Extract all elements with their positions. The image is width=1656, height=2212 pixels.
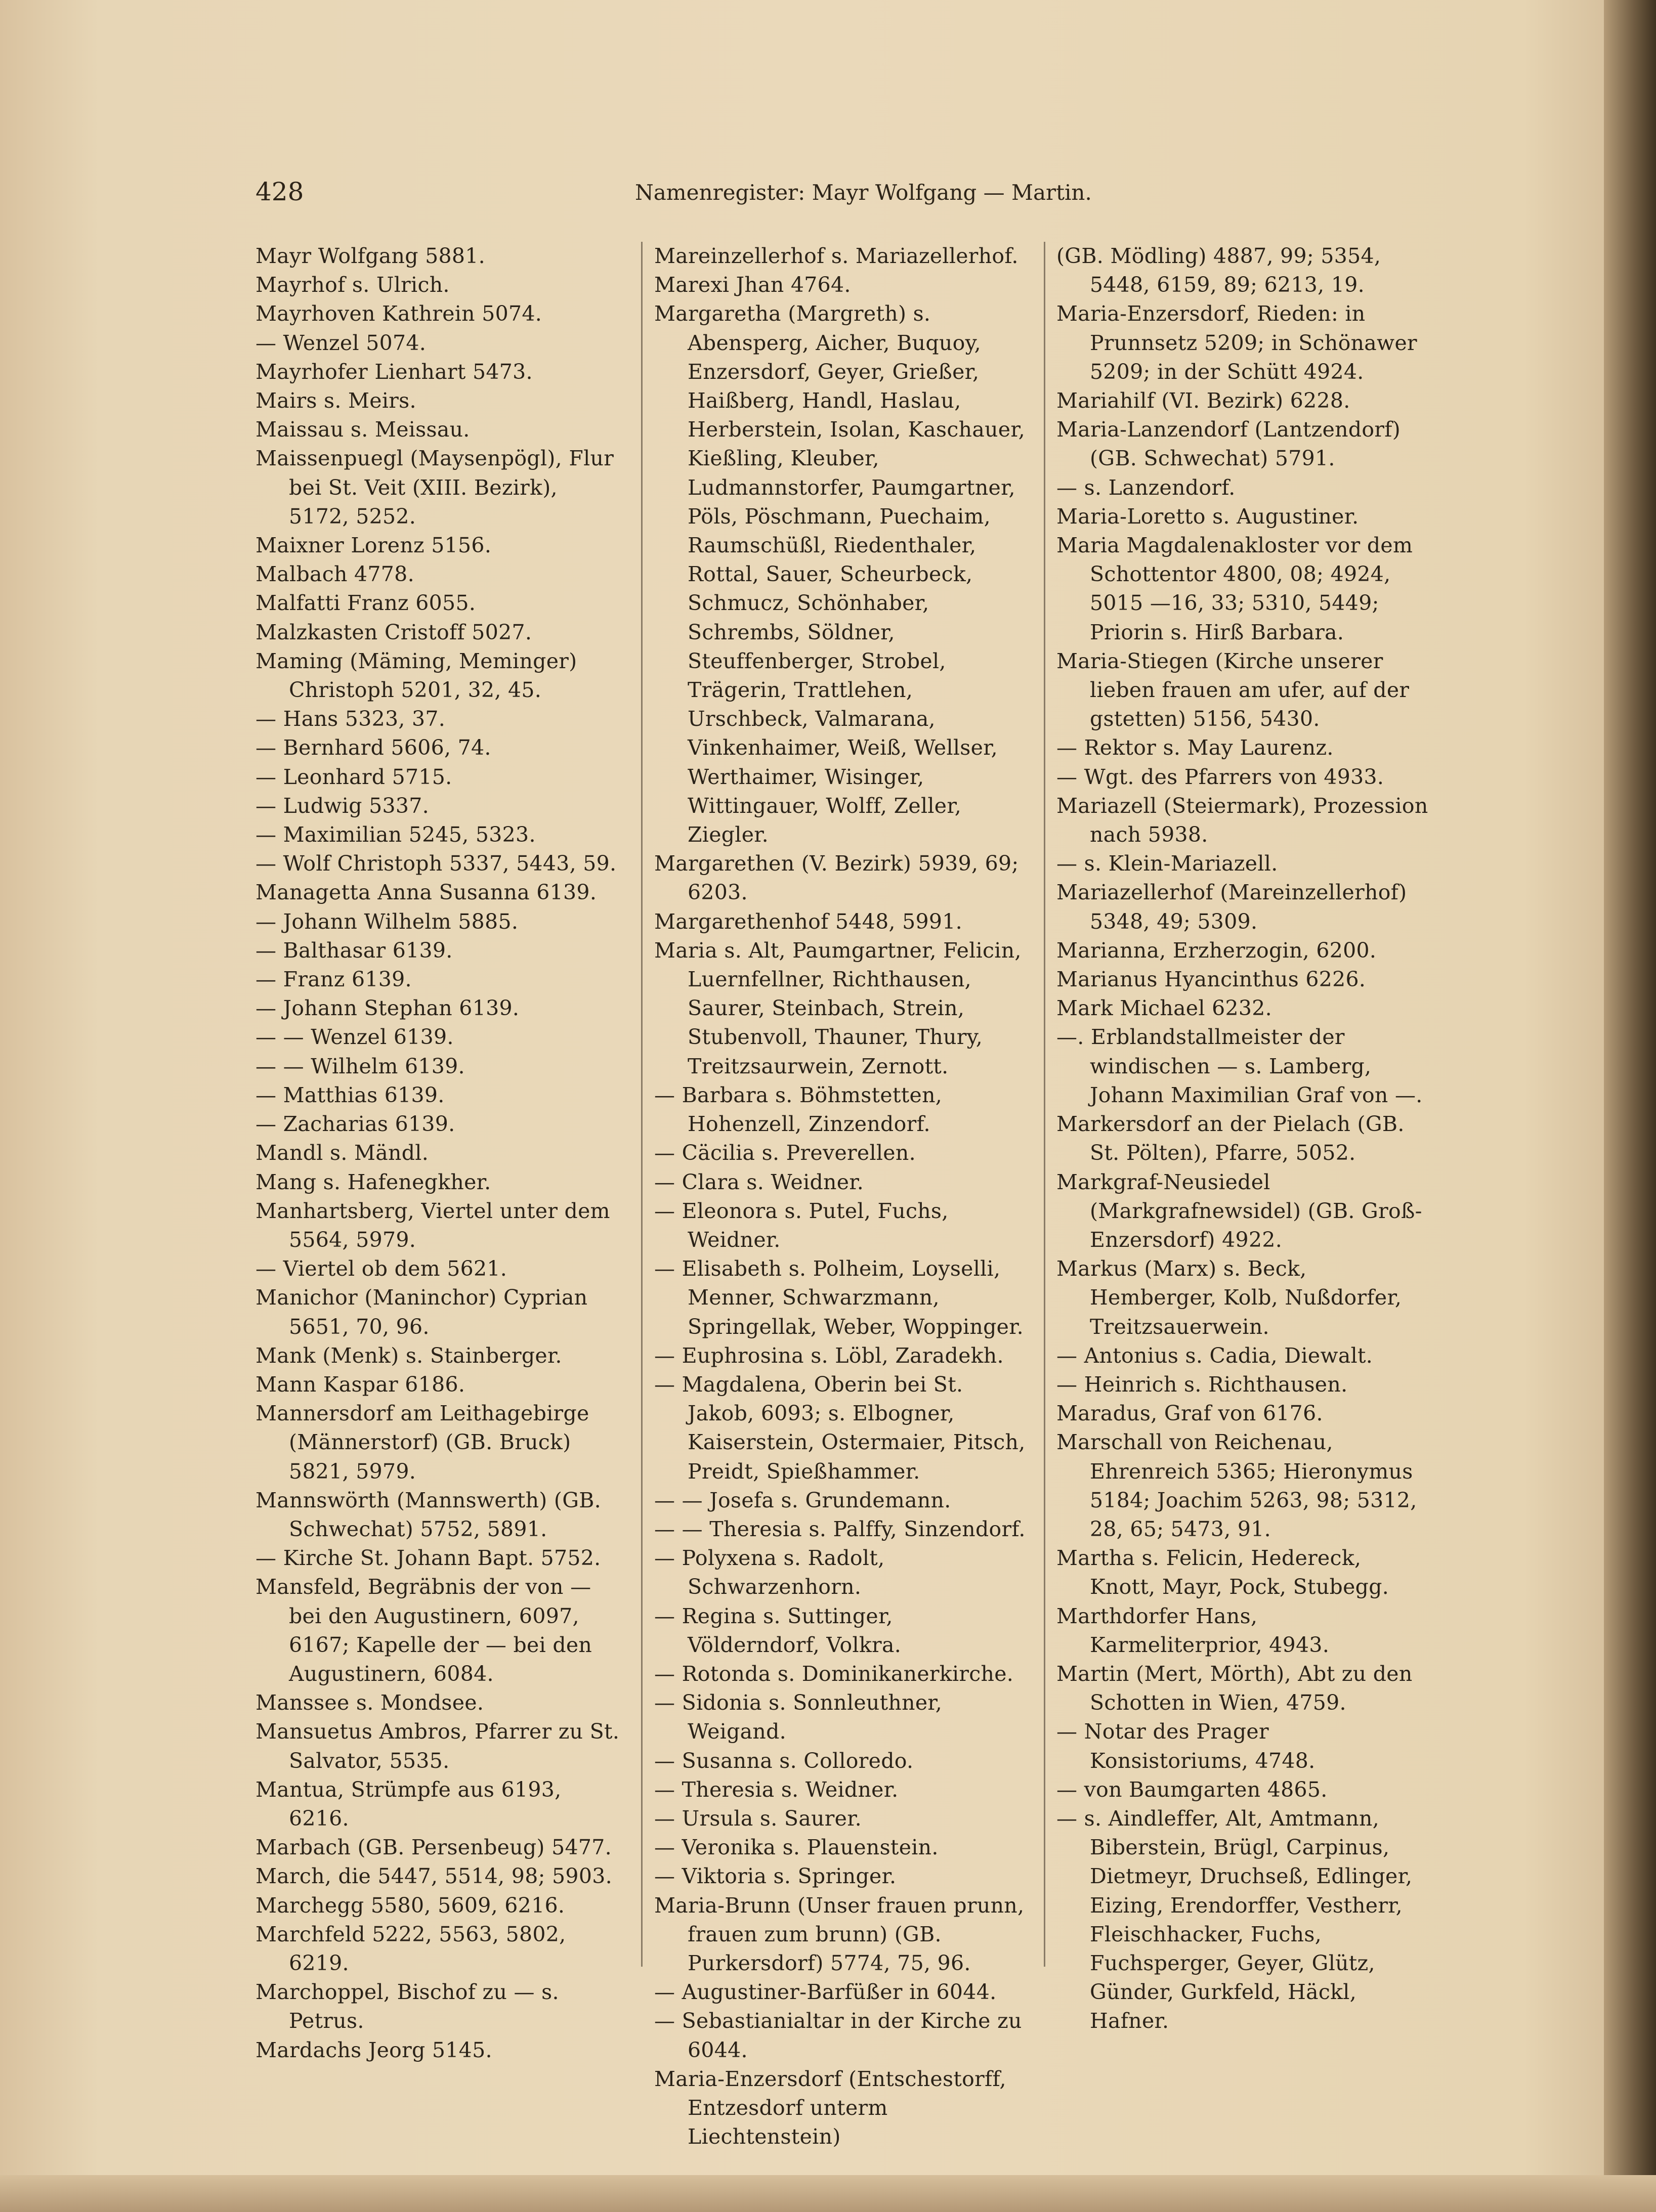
index-entry: Mayr Wolfgang 5881. — [256, 244, 485, 268]
index-entry: — Franz 6139. — [256, 967, 412, 992]
index-entry: — Elisabeth s. Polheim, Loyselli, Menner, Schwarzmann, Springellak, Weber, Woppinger. — [654, 1256, 1024, 1339]
index-entry: Mank (Menk) s. Stainberger. — [256, 1343, 562, 1368]
index-entry: — Kirche St. Johann Bapt. 5752. — [256, 1546, 601, 1571]
index-entry: — Cäcilia s. Preverellen. — [654, 1141, 916, 1165]
index-entry: (GB. Mödling) 4887, 99; 5354, 5448, 6159, 89; 6213, 19. — [1056, 244, 1381, 297]
index-entry: Maixner Lorenz 5156. — [256, 533, 492, 558]
index-entry: Martin (Mert, Mörth), Abt zu den Schotten in Wien, 4759. — [1056, 1661, 1413, 1715]
index-entry: Mark Michael 6232. — [1056, 996, 1272, 1021]
index-entry: Mantua, Strümpfe aus 6193, 6216. — [256, 1777, 562, 1831]
index-entry: — Maximilian 5245, 5323. — [256, 822, 536, 847]
index-entry: Mansfeld, Begräbnis der von — bei den Augustinern, 6097, 6167; Kapelle der — bei den Augustinern, 6084. — [256, 1575, 592, 1686]
index-entry: Marschall von Reichenau, Ehrenreich 5365; Hieronymus 5184; Joachim 5263, 98; 5312, 28, 65; 5473, 91. — [1056, 1430, 1417, 1541]
index-entry: Martha s. Felicin, Hedereck, Knott, Mayr, Pock, Stubegg. — [1056, 1546, 1389, 1599]
index-entry: Manssee s. Mondsee. — [256, 1690, 484, 1715]
index-entry: — Magdalena, Oberin bei St. Jakob, 6093; s. Elbogner, Kaiserstein, Ostermaier, Pitsch, Preidt, Spießhammer. — [654, 1372, 1026, 1484]
index-entry: — Viktoria s. Springer. — [654, 1864, 897, 1889]
index-entry: Maria s. Alt, Paumgartner, Felicin, Luernfellner, Richthausen, Saurer, Steinbach, Strein, Stubenvoll, Thauner, Thury, Treitzsaurwein, Zernott. — [654, 938, 1022, 1078]
index-entry: — — Wenzel 6139. — [256, 1025, 454, 1050]
index-entry: — Theresia s. Weidner. — [654, 1777, 899, 1802]
index-entry: Markersdorf an der Pielach (GB. St. Pölten), Pfarre, 5052. — [1056, 1112, 1405, 1165]
index-entry: Maradus, Graf von 6176. — [1056, 1401, 1323, 1426]
index-entry: — Ursula s. Saurer. — [654, 1806, 862, 1831]
running-title: Namenregister: Mayr Wolfgang — Martin. — [635, 180, 1092, 205]
index-entry: Mariahilf (VI. Bezirk) 6228. — [1056, 388, 1350, 413]
index-entry: Marchegg 5580, 5609, 6216. — [256, 1893, 565, 1918]
index-entry: Marianus Hyancinthus 6226. — [1056, 967, 1366, 992]
index-entry: Mayrhof s. Ulrich. — [256, 273, 450, 297]
index-entry: Maissau s. Meissau. — [256, 417, 470, 442]
index-entry: Margaretha (Margreth) s. Abensperg, Aicher, Buquoy, Enzersdorf, Geyer, Grießer, Haißberg, Handl, Haslau, Herberstein, Isolan, Kaschauer, Kießling, Kleuber, Ludmannstorfer, Paumgartner, Pöls, Pöschmann, Puechaim, Raumschüßl, Riedenthaler, Rottal, Sauer, Scheurbeck, Schmucz, Schönhaber, Schrembs, Söldner, Steuffenberger, Strobel, Trägerin, Trattlehen, Urschbeck, Valmarana, Vinkenhaimer, Weiß, Wellser, Werthaimer, Wisinger, Wittingauer, Wolff, Zeller, Ziegler. — [654, 301, 1026, 847]
index-entry: — Antonius s. Cadia, Diewalt. — [1056, 1343, 1373, 1368]
index-entry: Malzkasten Cristoff 5027. — [256, 620, 532, 644]
index-entry: Mang s. Hafenegkher. — [256, 1169, 491, 1194]
index-entry: — Clara s. Weidner. — [654, 1169, 864, 1194]
index-entry: Malbach 4778. — [256, 562, 414, 587]
index-column-1 — [256, 242, 622, 2065]
column-divider — [641, 242, 643, 1967]
index-entry: Mairs s. Meirs. — [256, 388, 416, 413]
index-entry: — — Theresia s. Palffy, Sinzendorf. — [654, 1516, 1026, 1541]
index-entry: — Matthias 6139. — [256, 1082, 445, 1107]
index-entry: — Augustiner-Barfüßer in 6044. — [654, 1980, 997, 2005]
index-entry: — Balthasar 6139. — [256, 938, 453, 963]
index-entry: — Johann Wilhelm 5885. — [256, 909, 519, 934]
page-header — [256, 177, 1116, 218]
index-entry: — Euphrosina s. Löbl, Zaradekh. — [654, 1343, 1004, 1368]
index-entry: Mareinzellerhof s. Mariazellerhof. — [654, 244, 1018, 268]
index-entry: March, die 5447, 5514, 98; 5903. — [256, 1864, 612, 1889]
index-entry: — Johann Stephan 6139. — [256, 996, 520, 1021]
index-entry: — Rektor s. May Laurenz. — [1056, 735, 1334, 760]
index-entry: — Regina s. Suttinger, Völderndorf, Volkra. — [654, 1603, 902, 1657]
index-entry: — — Josefa s. Grundemann. — [654, 1488, 951, 1512]
index-entry: — Polyxena s. Radolt, Schwarzenhorn. — [654, 1546, 885, 1599]
column-divider — [1044, 242, 1045, 1967]
index-entry: Mannswörth (Mannswerth) (GB. Schwechat) 5752, 5891. — [256, 1488, 602, 1541]
page-number: 428 — [256, 177, 304, 206]
index-entry: Maria-Enzersdorf (Entschestorff, Entzesdorf unterm Liechtenstein) — [654, 2066, 1006, 2149]
index-entry: — Sebastianialtar in der Kirche zu 6044. — [654, 2009, 1022, 2062]
index-entry: Marchfeld 5222, 5563, 5802, 6219. — [256, 1922, 566, 1975]
index-entry: Mannersdorf am Leithagebirge (Männerstorf) (GB. Bruck) 5821, 5979. — [256, 1401, 589, 1484]
index-entry: Marthdorfer Hans, Karmeliterprior, 4943. — [1056, 1603, 1330, 1657]
index-entry: — Veronika s. Plauenstein. — [654, 1835, 939, 1860]
index-entry: — Rotonda s. Dominikanerkirche. — [654, 1661, 1014, 1686]
index-entry: Mayrhoven Kathrein 5074. — [256, 301, 542, 326]
index-entry: Markus (Marx) s. Beck, Hemberger, Kolb, Nußdorfer, Treitzsauerwein. — [1056, 1256, 1402, 1339]
index-entry: — Sidonia s. Sonnleuthner, Weigand. — [654, 1690, 943, 1744]
index-column-3 — [1056, 242, 1428, 2036]
index-entry: Marbach (GB. Persenbeug) 5477. — [256, 1835, 612, 1860]
index-entry: — Hans 5323, 37. — [256, 707, 446, 731]
index-entry: — Wolf Christoph 5337, 5443, 59. — [256, 851, 617, 876]
index-entry: Maria-Stiegen (Kirche unserer lieben frauen am ufer, auf der gstetten) 5156, 5430. — [1056, 648, 1410, 731]
index-entry: Maissenpuegl (Maysenpögl), Flur bei St. Veit (XIII. Bezirk), 5172, 5252. — [256, 446, 614, 529]
index-entry: — Eleonora s. Putel, Fuchs, Weidner. — [654, 1198, 949, 1252]
index-entry: Manichor (Maninchor) Cyprian 5651, 70, 96. — [256, 1285, 588, 1339]
index-entry: Managetta Anna Susanna 6139. — [256, 880, 597, 905]
index-entry: Mann Kaspar 6186. — [256, 1372, 465, 1397]
page-bottom-edge — [0, 2175, 1656, 2212]
index-entry: — s. Aindleffer, Alt, Amtmann, Biberstein, Brügl, Carpinus, Dietmeyr, Druchseß, Edlinger, Eizing, Erendorffer, Vestherr, Fleischhacker, Fuchs, Fuchsperger, Geyer, Glütz, Günder, Gurkfeld, Häckl, Hafner. — [1056, 1806, 1413, 2033]
index-entry: — Barbara s. Böhmstetten, Hohenzell, Zinzendorf. — [654, 1082, 943, 1137]
index-entry: — Heinrich s. Richthausen. — [1056, 1372, 1348, 1397]
index-entry: Maming (Mäming, Meminger) Christoph 5201, 32, 45. — [256, 648, 577, 703]
index-entry: Marexi Jhan 4764. — [654, 273, 851, 297]
index-entry: — Ludwig 5337. — [256, 793, 429, 818]
index-entry: — — Wilhelm 6139. — [256, 1054, 465, 1078]
index-entry: — Bernhard 5606, 74. — [256, 735, 491, 760]
index-entry: Margarethen (V. Bezirk) 5939, 69; 6203. — [654, 851, 1019, 905]
index-entry: Margarethenhof 5448, 5991. — [654, 909, 963, 934]
index-entry: Malfatti Franz 6055. — [256, 591, 476, 616]
index-entry: Mariazell (Steiermark), Prozession nach 5938. — [1056, 793, 1428, 847]
index-entry: — s. Klein-Mariazell. — [1056, 851, 1278, 876]
index-entry: Maria-Lanzendorf (Lantzendorf) (GB. Schwechat) 5791. — [1056, 417, 1401, 471]
index-entry: Maria-Loretto s. Augustiner. — [1056, 504, 1359, 529]
index-entry: Manhartsberg, Viertel unter dem 5564, 5979. — [256, 1198, 610, 1252]
index-entry: — Leonhard 5715. — [256, 764, 452, 789]
index-entry: —. Erblandstallmeister der windischen — s. Lamberg, Johann Maximilian Graf von —. — [1056, 1025, 1423, 1107]
index-entry: — Wenzel 5074. — [256, 330, 427, 355]
index-entry: Maria Magdalenakloster vor dem Schottentor 4800, 08; 4924, 5015 —16, 33; 5310, 5449; Priorin s. Hirß Barbara. — [1056, 533, 1413, 644]
index-entry: — Zacharias 6139. — [256, 1112, 455, 1137]
index-entry: Mandl s. Mändl. — [256, 1141, 429, 1165]
index-entry: Marchoppel, Bischof zu — s. Petrus. — [256, 1980, 559, 2033]
index-entry: — Viertel ob dem 5621. — [256, 1256, 507, 1281]
index-entry: Mardachs Jeorg 5145. — [256, 2037, 492, 2062]
index-entry: Maria-Enzersdorf, Rieden: in Prunnsetz 5209; in Schönawer 5209; in der Schütt 4924. — [1056, 301, 1417, 384]
index-entry: — s. Lanzendorf. — [1056, 475, 1236, 500]
index-column-2 — [654, 242, 1029, 2151]
index-entry: Maria-Brunn (Unser frauen prunn, frauen zum brunn) (GB. Purkersdorf) 5774, 75, 96. — [654, 1893, 1025, 1975]
index-entry: — Susanna s. Colloredo. — [654, 1748, 914, 1773]
index-entry: — von Baumgarten 4865. — [1056, 1777, 1328, 1802]
index-entry: — Wgt. des Pfarrers von 4933. — [1056, 764, 1384, 789]
index-entry: Mayrhofer Lienhart 5473. — [256, 359, 533, 384]
index-entry: Mariazellerhof (Mareinzellerhof) 5348, 49; 5309. — [1056, 880, 1407, 934]
index-entry: — Notar des Prager Konsistoriums, 4748. — [1056, 1719, 1315, 1773]
index-entry: Mansuetus Ambros, Pfarrer zu St. Salvator, 5535. — [256, 1719, 620, 1773]
page-edge-shadow — [1604, 0, 1656, 2212]
index-entry: Marianna, Erzherzogin, 6200. — [1056, 938, 1377, 963]
index-entry: Markgraf-Neusiedel (Markgrafnewsidel) (GB. Groß-Enzersdorf) 4922. — [1056, 1169, 1422, 1252]
